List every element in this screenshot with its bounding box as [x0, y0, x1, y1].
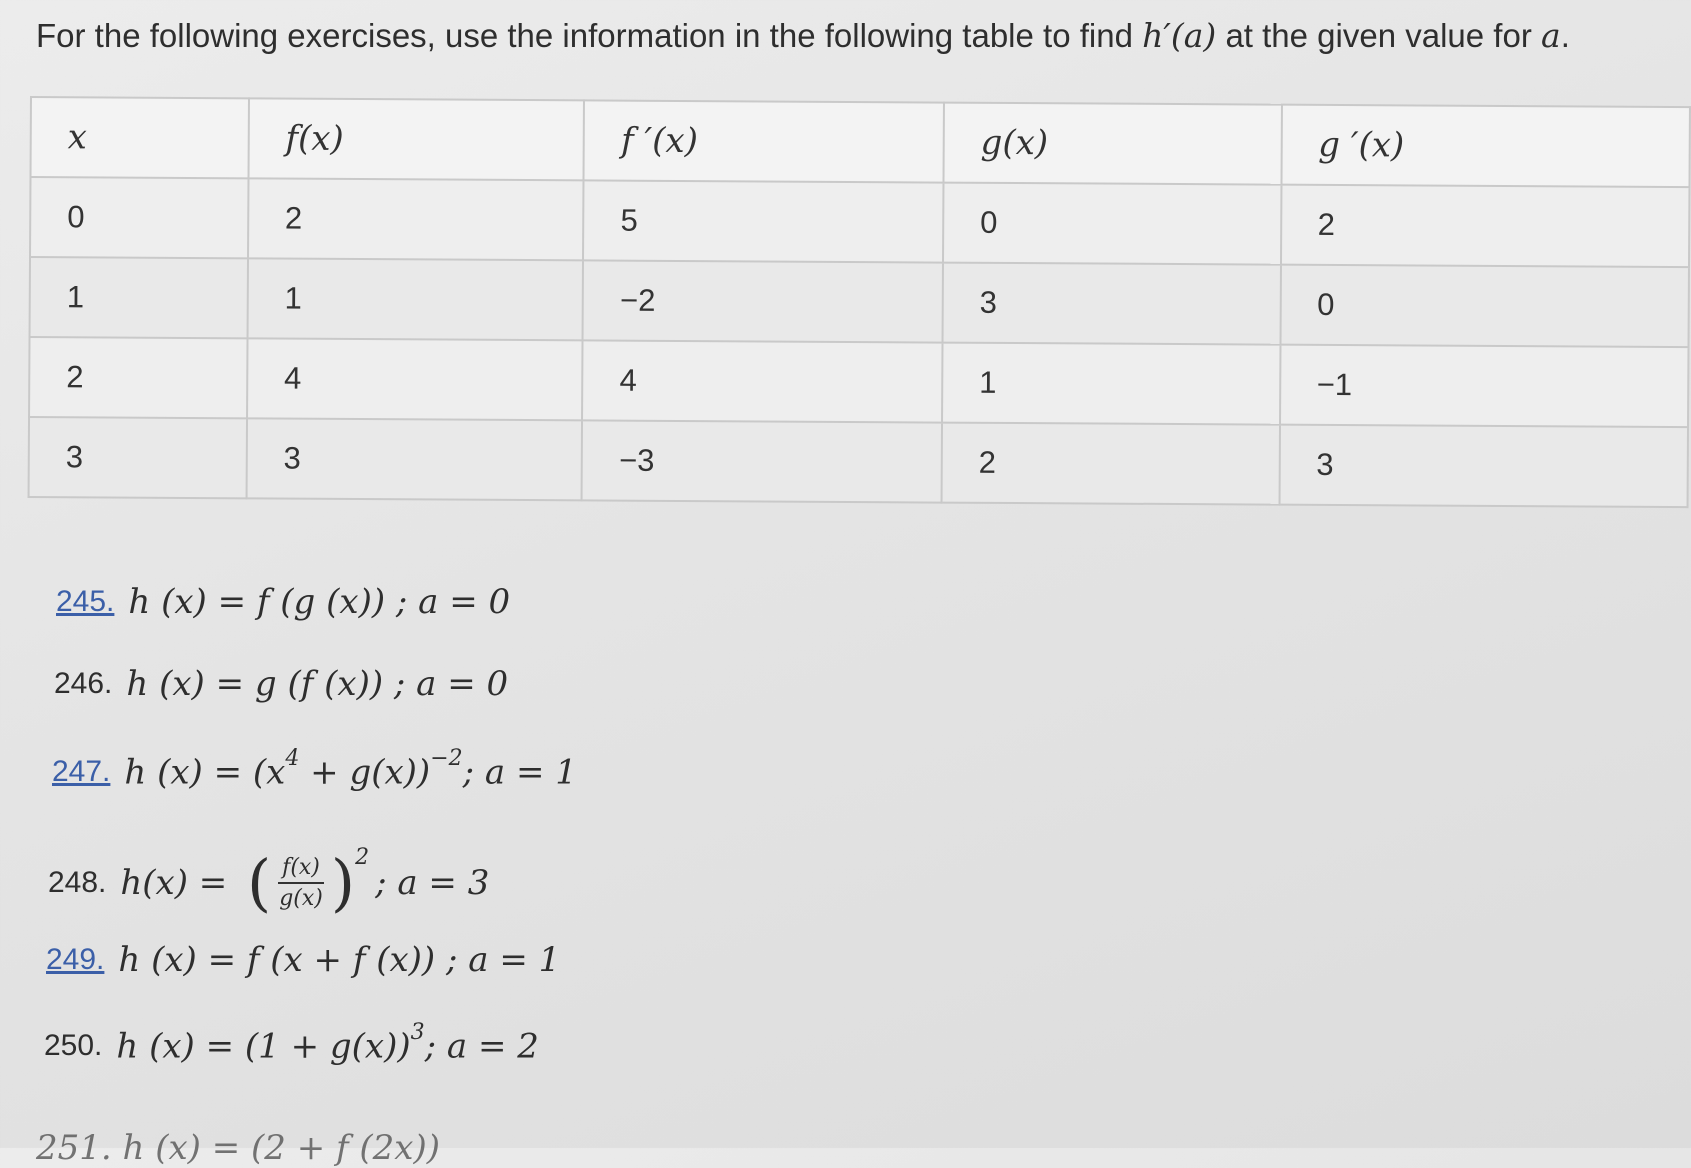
table-cell: 1 — [30, 257, 248, 338]
table-cell: 2 — [1280, 185, 1689, 267]
table-cell: 2 — [941, 423, 1279, 505]
exercise-249 — [46, 940, 560, 980]
variable-a: a — [1541, 16, 1561, 55]
exercise-expression — [124, 746, 577, 793]
table-cell: 4 — [582, 340, 942, 422]
exponent: 4 — [285, 746, 300, 771]
exercise-number: 246. — [54, 667, 113, 700]
header-f: f(x) — [248, 98, 584, 180]
table-cell: 3 — [1279, 425, 1688, 507]
table-row — [29, 337, 1688, 427]
exercise-expression — [116, 1020, 539, 1067]
exercise-246 — [54, 664, 508, 704]
instructions-text-after: at the given value for — [1225, 17, 1532, 54]
table-row — [30, 177, 1689, 267]
header-g: g(x) — [943, 103, 1281, 185]
expr-part: ; a = 3 — [375, 863, 490, 903]
exercise-number-link[interactable]: 245. — [56, 585, 115, 618]
table-cell: 3 — [29, 417, 247, 498]
table-cell: 0 — [1280, 265, 1689, 347]
table-cell: 5 — [583, 180, 943, 262]
exercise-247 — [52, 746, 577, 793]
expr-part: h (x) = (1 + g(x)) — [116, 1026, 411, 1067]
table-cell: 0 — [943, 183, 1281, 265]
exercise-number: 248. — [48, 866, 107, 899]
table-cell: 4 — [247, 338, 583, 420]
derivative-expression: h′(a) — [1142, 16, 1217, 55]
exponent: −2 — [430, 746, 463, 771]
expr-part: ; a = 2 — [424, 1026, 539, 1067]
exercise-248 — [48, 844, 490, 919]
header-g-prime: g ′(x) — [1281, 105, 1690, 187]
expr-part: + g(x)) — [299, 752, 431, 793]
table-cell: −3 — [582, 420, 942, 502]
open-paren: ( — [227, 846, 272, 919]
table-row — [29, 417, 1688, 507]
exercise-expression: h (x) = f (x + f (x)) ; a = 1 — [118, 940, 561, 980]
exercise-number-link[interactable]: 247. — [52, 755, 111, 789]
fraction — [275, 855, 327, 911]
exercise-number: 250. — [44, 1029, 103, 1063]
expr-part: h (x) = (x — [124, 752, 286, 793]
fraction-numerator: f(x) — [278, 855, 324, 884]
table-cell: 3 — [246, 418, 582, 500]
exercise-245 — [56, 582, 510, 622]
table-cell: 2 — [29, 337, 247, 418]
expr-part: h(x) = — [120, 863, 228, 903]
table-cell: 2 — [248, 178, 584, 260]
table-header-row — [31, 97, 1690, 187]
header-f-prime: f ′(x) — [584, 100, 944, 182]
header-x: x — [31, 97, 249, 178]
exercise-expression: h (x) = f (g (x)) ; a = 0 — [128, 582, 511, 622]
table-row — [30, 257, 1689, 347]
exponent: 3 — [410, 1020, 425, 1045]
exponent: 2 — [355, 844, 370, 870]
instructions-text: For the following exercises, use the information in the following table to find — [36, 17, 1133, 54]
table-cell: 3 — [942, 263, 1280, 345]
cutoff-exercise-251: 251. h (x) = (2 + f (2x)) — [36, 1128, 441, 1168]
period: . — [1560, 17, 1570, 54]
exercise-250 — [44, 1020, 539, 1067]
values-table — [28, 96, 1691, 508]
expr-part: ; a = 1 — [462, 752, 577, 793]
table-cell: −1 — [1280, 345, 1689, 427]
table-cell: 1 — [942, 343, 1280, 425]
instructions — [36, 14, 1570, 58]
exercise-expression — [120, 844, 490, 919]
exercise-expression: h (x) = g (f (x)) ; a = 0 — [126, 664, 509, 704]
table-cell: 0 — [30, 177, 248, 258]
table-cell: 1 — [247, 258, 583, 340]
table-cell: −2 — [583, 260, 943, 342]
fraction-denominator: g(x) — [279, 886, 323, 911]
close-paren: ) — [330, 846, 356, 919]
exercise-number-link[interactable]: 249. — [46, 943, 105, 976]
